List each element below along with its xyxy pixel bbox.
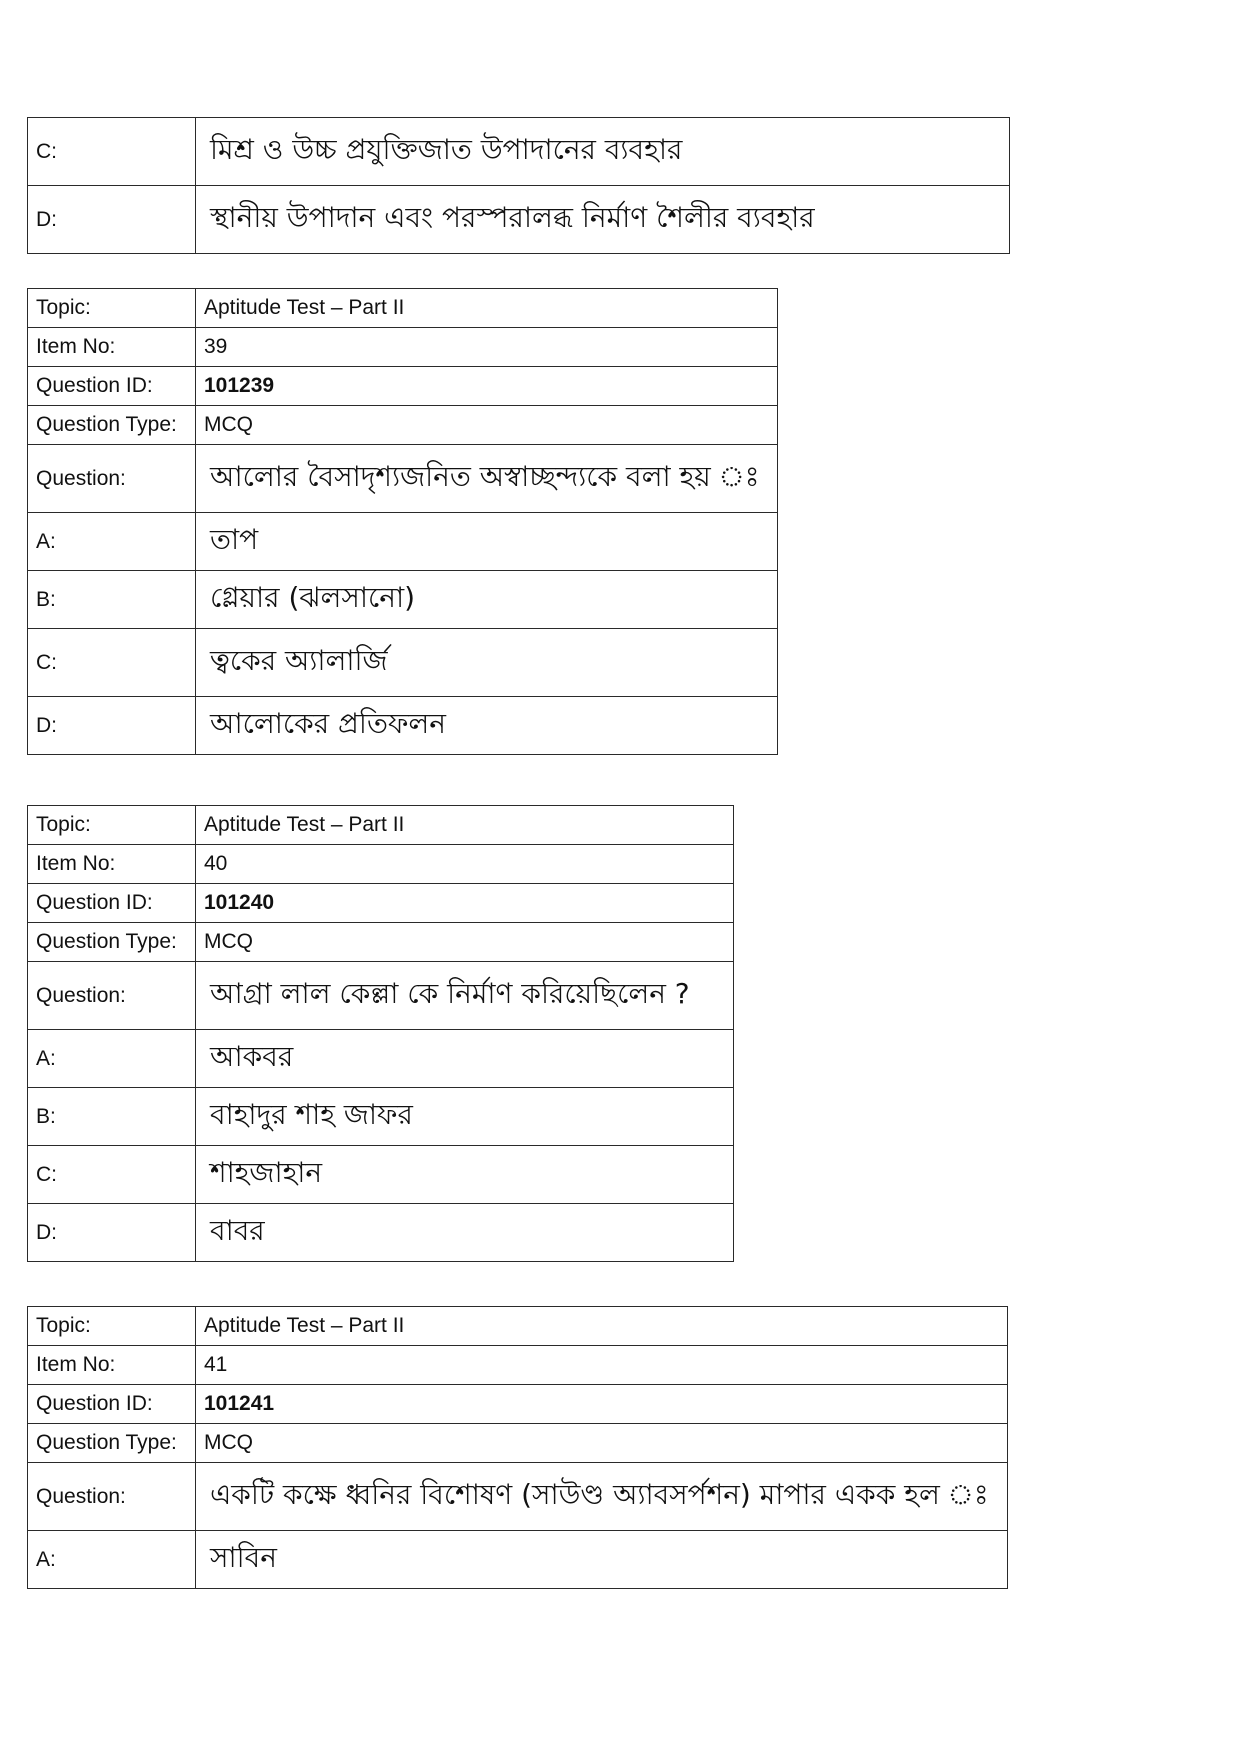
item-no-value: 39 <box>196 328 778 367</box>
option-row-a <box>28 1531 1008 1589</box>
field-label: Question: <box>28 445 196 513</box>
option-text: ত্বকের অ্যালার্জি <box>196 629 778 697</box>
question-id-value: 101239 <box>196 367 778 406</box>
option-row-c <box>28 1146 734 1204</box>
option-text: তাপ <box>196 513 778 571</box>
option-text: মিশ্র ও উচ্চ প্রযুক্তিজাত উপাদানের ব্যবহার <box>196 118 1010 186</box>
item-no-value: 41 <box>196 1346 1008 1385</box>
option-row-c <box>28 629 778 697</box>
option-row-c <box>28 118 1010 186</box>
question-table <box>27 1306 1008 1589</box>
option-text: আকবর <box>196 1030 734 1088</box>
question-table <box>27 805 734 1262</box>
option-label: A: <box>28 1531 196 1589</box>
topic-value: Aptitude Test – Part II <box>196 1307 1008 1346</box>
option-text: আলোকের প্রতিফলন <box>196 697 778 755</box>
option-text: সাবিন <box>196 1531 1008 1589</box>
options-table <box>27 117 1010 254</box>
option-label: B: <box>28 1088 196 1146</box>
topic-row <box>28 806 734 845</box>
option-text: গ্লেয়ার (ঝলসানো) <box>196 571 778 629</box>
question-type-value: MCQ <box>196 406 778 445</box>
field-label: Question Type: <box>28 1424 196 1463</box>
question-text: আগ্রা লাল কেল্লা কে নির্মাণ করিয়েছিলেন ? <box>196 962 734 1030</box>
question-type-value: MCQ <box>196 923 734 962</box>
question-id-row <box>28 367 778 406</box>
question-type-value: MCQ <box>196 1424 1008 1463</box>
field-label: Question: <box>28 1463 196 1531</box>
option-label: D: <box>28 697 196 755</box>
question-id-value: 101241 <box>196 1385 1008 1424</box>
option-text: শাহজাহান <box>196 1146 734 1204</box>
item-no-row <box>28 328 778 367</box>
topic-row <box>28 289 778 328</box>
option-label: C: <box>28 118 196 186</box>
question-block-41 <box>27 1306 1008 1589</box>
option-row-a <box>28 1030 734 1088</box>
question-text: আলোর বৈসাদৃশ্যজনিত অস্বাচ্ছন্দ্যকে বলা হয় ঃ <box>196 445 778 513</box>
field-label: Item No: <box>28 845 196 884</box>
option-text: স্থানীয় উপাদান এবং পরস্পরালব্ধ নির্মাণ শৈলীর ব্যবহার <box>196 186 1010 254</box>
field-label: Topic: <box>28 1307 196 1346</box>
option-label: A: <box>28 513 196 571</box>
option-label: D: <box>28 186 196 254</box>
question-row <box>28 962 734 1030</box>
field-label: Topic: <box>28 806 196 845</box>
option-row-b <box>28 1088 734 1146</box>
field-label: Question: <box>28 962 196 1030</box>
option-row-d <box>28 1204 734 1262</box>
item-no-row <box>28 845 734 884</box>
question-row <box>28 445 778 513</box>
option-label: D: <box>28 1204 196 1262</box>
item-no-value: 40 <box>196 845 734 884</box>
option-row-d <box>28 697 778 755</box>
item-no-row <box>28 1346 1008 1385</box>
field-label: Question Type: <box>28 406 196 445</box>
question-type-row <box>28 406 778 445</box>
option-text: বাবর <box>196 1204 734 1262</box>
prev-question-options <box>27 117 1010 254</box>
field-label: Question ID: <box>28 1385 196 1424</box>
option-label: B: <box>28 571 196 629</box>
field-label: Item No: <box>28 328 196 367</box>
question-type-row <box>28 923 734 962</box>
field-label: Item No: <box>28 1346 196 1385</box>
question-block-40 <box>27 805 734 1262</box>
field-label: Topic: <box>28 289 196 328</box>
option-label: C: <box>28 1146 196 1204</box>
question-id-row <box>28 884 734 923</box>
option-row-b <box>28 571 778 629</box>
field-label: Question ID: <box>28 367 196 406</box>
topic-value: Aptitude Test – Part II <box>196 289 778 328</box>
field-label: Question ID: <box>28 884 196 923</box>
option-label: C: <box>28 629 196 697</box>
option-row-a <box>28 513 778 571</box>
option-row-d <box>28 186 1010 254</box>
question-text: একটি কক্ষে ধ্বনির বিশোষণ (সাউণ্ড অ্যাবসর্পশন) মাপার একক হল ঃ <box>196 1463 1008 1531</box>
question-table <box>27 288 778 755</box>
field-label: Question Type: <box>28 923 196 962</box>
option-text: বাহাদুর শাহ জাফর <box>196 1088 734 1146</box>
question-block-39 <box>27 288 778 755</box>
topic-row <box>28 1307 1008 1346</box>
question-id-row <box>28 1385 1008 1424</box>
option-label: A: <box>28 1030 196 1088</box>
question-id-value: 101240 <box>196 884 734 923</box>
question-row <box>28 1463 1008 1531</box>
question-type-row <box>28 1424 1008 1463</box>
topic-value: Aptitude Test – Part II <box>196 806 734 845</box>
